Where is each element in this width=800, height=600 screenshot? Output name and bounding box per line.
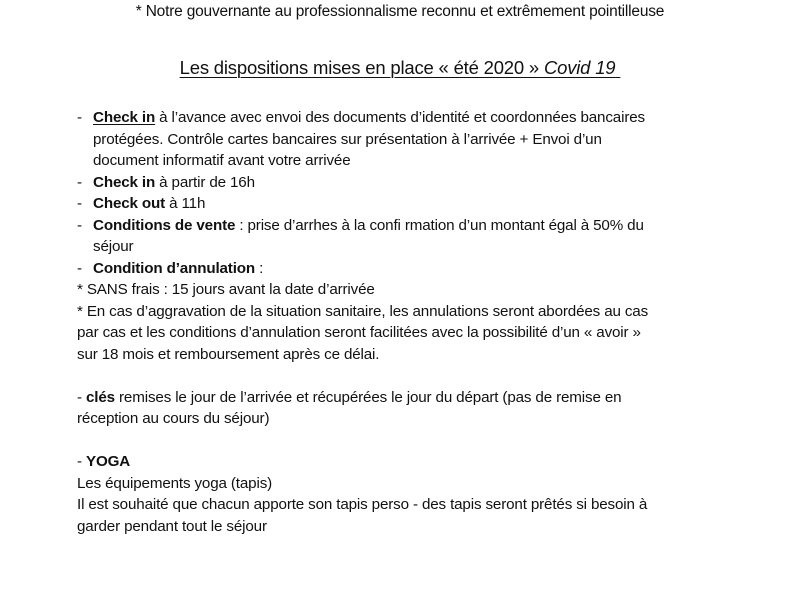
item-label: Conditions de vente [93, 216, 236, 234]
heading-italic: Covid 19 [543, 57, 616, 78]
keys-prefix: - [77, 388, 86, 406]
item-text-cont: document informatif avant votre arrivée [93, 152, 351, 169]
keys-text-cont: réception au cours du séjour) [77, 410, 270, 427]
spacer [77, 430, 737, 452]
yoga-prefix: - [77, 453, 86, 470]
intro-note: * Notre gouvernante au professionnalisme reconnu et extrêmement pointilleuse [135, 3, 665, 20]
item-text: à partir de 16h [155, 173, 255, 191]
item-label: Check in [93, 109, 156, 126]
item-text: à l’avance avec envoi des documents d’identité et coordonnées bancaires [155, 109, 645, 126]
item-text-cont: séjour [93, 238, 134, 255]
item-checkin-advance [77, 107, 737, 172]
yoga-section [77, 451, 737, 537]
cancellation-sanitary-line: * En cas d’aggravation de la situation sanitaire, les annulations seront abordées au cas [77, 302, 649, 320]
spacer [77, 365, 737, 387]
yoga-label: YOGA [85, 453, 131, 470]
heading-text [180, 57, 621, 78]
item-checkout-time [77, 193, 737, 215]
keys-text: remises le jour de l’arrivée et récupérées le jour du départ (pas de remise en [114, 388, 622, 406]
keys-label: clés [85, 388, 115, 406]
item-cancellation [77, 258, 737, 280]
bullet-dash: - [77, 173, 82, 191]
cancellation-no-fee: * SANS frais : 15 jours avant la date d’arrivée [77, 281, 375, 298]
item-text-cont: protégées. Contrôle cartes bancaires sur présentation à l’arrivée + Envoi d’un [93, 130, 602, 148]
item-label: Check out [93, 195, 166, 212]
bullet-dash: - [77, 195, 82, 212]
item-label: Check in [93, 173, 156, 191]
item-text: : prise d’arrhes à la confi rmation d’un montant égal à 50% du [235, 216, 644, 234]
item-text: à 11h [165, 195, 206, 212]
item-label: Condition d’annulation [93, 259, 256, 277]
yoga-line: Les équipements yoga (tapis) [77, 474, 273, 492]
item-text: : [255, 259, 264, 277]
cancellation-sanitary-line: sur 18 mois et remboursement après ce délai. [77, 345, 380, 363]
yoga-line: garder pendant tout le séjour [77, 517, 267, 535]
item-checkin-time [77, 172, 737, 194]
cancellation-sanitary-line: par cas et les conditions d’annulation seront facilitées avec la possibilité d’un « avoir » [77, 324, 641, 341]
bullet-dash: - [77, 216, 82, 234]
content-body [77, 107, 737, 537]
bullet-dash: - [77, 259, 82, 277]
item-sale-conditions [77, 215, 737, 258]
yoga-line: Il est souhaité que chacun apporte son tapis perso - des tapis seront prêtés si besoin à [77, 496, 648, 513]
keys-section [77, 387, 737, 430]
section-heading [0, 56, 800, 80]
bullet-dash: - [77, 109, 82, 126]
heading-main: Les dispositions mises en place « été 2020 » [179, 57, 544, 78]
